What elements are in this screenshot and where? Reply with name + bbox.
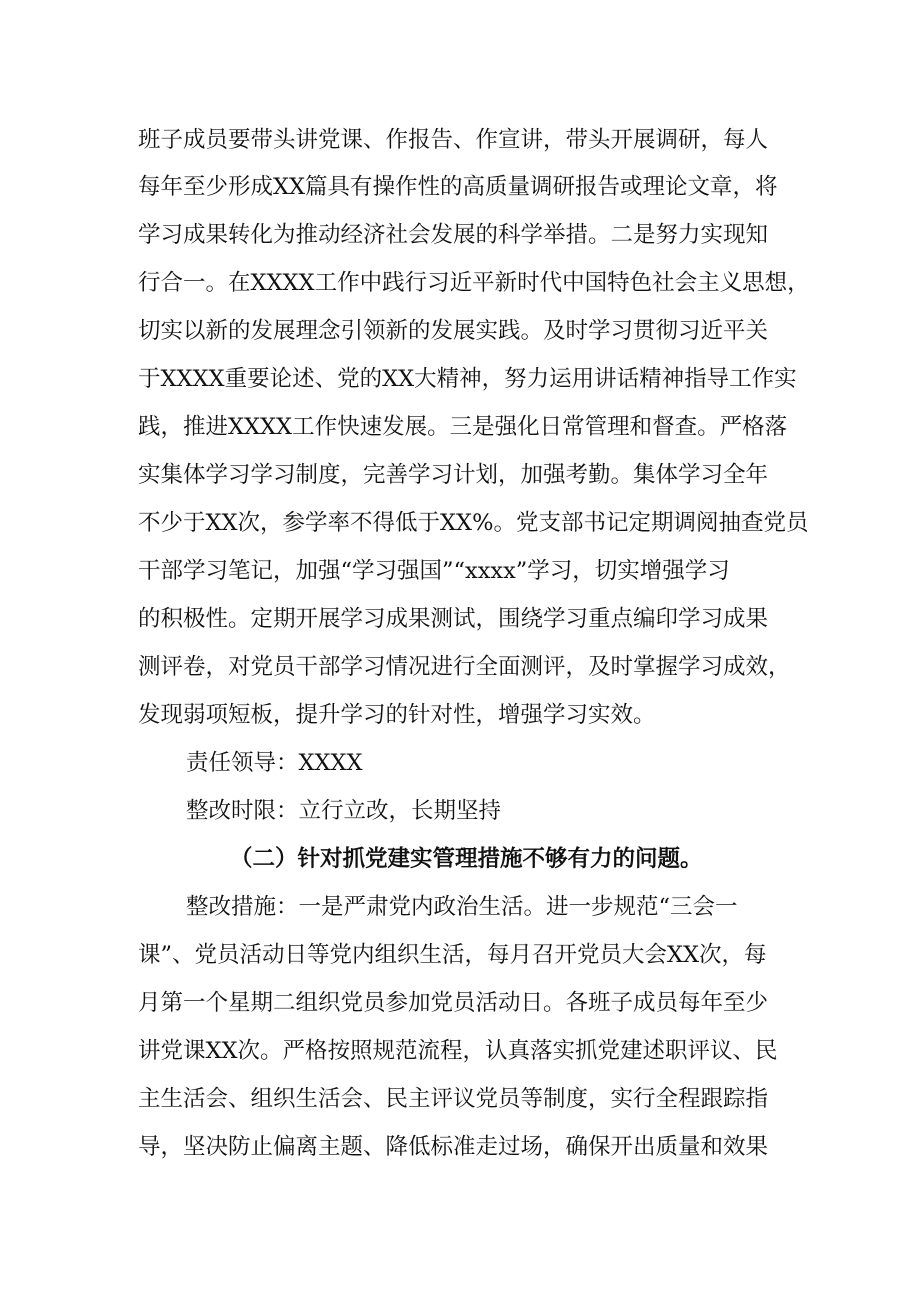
paragraph-line: 践，推进XXXX工作快速发展。三是强化日常管理和督查。严格落	[138, 414, 788, 440]
paragraph-line: 整改措施：一是严肃党内政治生活。进一步规范“三会一	[186, 894, 738, 920]
paragraph-line: 课”、党员活动日等党内组织生活，每月召开党员大会XX次，每	[138, 942, 767, 968]
paragraph-line: 每年至少形成XX篇具有操作性的高质量调研报告或理论文章，将	[138, 174, 778, 200]
paragraph-line: 发现弱项短板，提升学习的针对性，增强学习实效。	[138, 702, 656, 728]
paragraph-line: 的积极性。定期开展学习成果测试，围绕学习重点编印学习成果	[138, 606, 769, 632]
paragraph-line: 月第一个星期二组织党员参加党员活动日。各班子成员每年至少	[138, 990, 769, 1016]
rectification-deadline: 整改时限：立行立改，长期坚持	[186, 798, 502, 824]
paragraph-line: 学习成果转化为推动经济社会发展的科学举措。二是努力实现知	[138, 222, 769, 248]
paragraph-line: 实集体学习学习制度，完善学习计划，加强考勤。集体学习全年	[138, 462, 769, 488]
paragraph-line: 行合一。在XXXX工作中践行习近平新时代中国特色社会主义思想，	[138, 270, 810, 296]
section-heading: （二）针对抓党建实管理措施不够有力的问题。	[230, 846, 703, 872]
responsible-leader: 责任领导：XXXX	[186, 750, 363, 776]
paragraph-line: 测评卷，对党员干部学习情况进行全面测评，及时掌握学习成效，	[138, 654, 791, 680]
paragraph-line: 班子成员要带头讲党课、作报告、作宣讲，带头开展调研，每人	[138, 127, 769, 153]
paragraph-line: 导，坚决防止偏离主题、降低标准走过场，确保开出质量和效果	[138, 1134, 769, 1160]
paragraph-line: 不少于XX次，参学率不得低于XX%。党支部书记定期调阅抽查党员	[138, 510, 809, 536]
paragraph-line: 干部学习笔记，加强“学习强国”“xxxx”学习，切实增强学习	[138, 558, 730, 584]
paragraph-line: 讲党课XX次。严格按照规范流程，认真落实抓党建述职评议、民	[138, 1038, 778, 1064]
paragraph-line: 切实以新的发展理念引领新的发展实践。及时学习贯彻习近平关	[138, 318, 769, 344]
paragraph-line: 于XXXX重要论述、党的XX大精神，努力运用讲话精神指导工作实	[138, 366, 797, 392]
paragraph-line: 主生活会、组织生活会、民主评议党员等制度，实行全程跟踪指	[138, 1086, 769, 1112]
